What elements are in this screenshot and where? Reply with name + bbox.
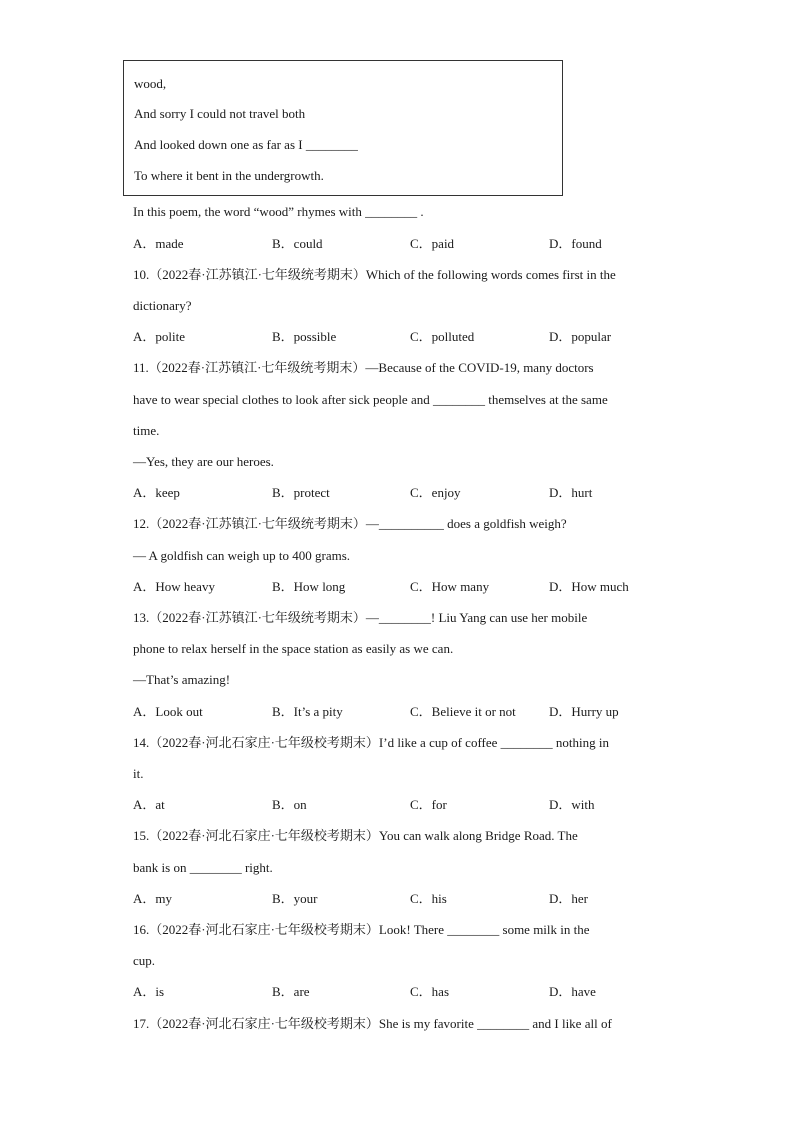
question-text: —Yes, they are our heroes. [133, 454, 274, 469]
option-d: D．How much [549, 579, 629, 594]
option-a: A．Look out [133, 704, 203, 719]
option-a: A．keep [133, 485, 180, 500]
question-text: 15.（2022春·河北石家庄·七年级校考期末）You can walk along Bridge Road. The [133, 828, 578, 843]
question-text: time. [133, 423, 160, 438]
question-text: 13.（2022春·江苏镇江·七年级统考期末）—________! Liu Yang can use her mobile [133, 610, 588, 625]
option-b: B．possible [272, 329, 337, 344]
question-text: In this poem, the word “wood” rhymes with ________ . [133, 204, 424, 219]
question-text: — A goldfish can weigh up to 400 grams. [133, 548, 351, 563]
question-text: cup. [133, 953, 156, 968]
option-a: A．at [133, 797, 165, 812]
option-a: A．is [133, 984, 165, 999]
option-a: A．How heavy [133, 579, 215, 594]
option-d: D．popular [549, 329, 612, 344]
poem-line: And sorry I could not travel both [134, 106, 306, 121]
option-d: D．hurt [549, 485, 593, 500]
question-text: 14.（2022春·河北石家庄·七年级校考期末）I’d like a cup of coffee ________ nothing in [133, 735, 609, 750]
option-c: C．has [410, 984, 450, 999]
option-d: D．with [549, 797, 595, 812]
question-text: bank is on ________ right. [133, 860, 273, 875]
option-b: B．It’s a pity [272, 704, 343, 719]
option-b: B．on [272, 797, 307, 812]
option-a: A．polite [133, 329, 185, 344]
option-b: B．could [272, 236, 323, 251]
option-d: D．have [549, 984, 596, 999]
option-c: C．polluted [410, 329, 475, 344]
option-c: C．his [410, 891, 447, 906]
question-text: 10.（2022春·江苏镇江·七年级统考期末）Which of the following words comes first in the [133, 267, 616, 282]
poem-box [123, 60, 563, 196]
option-b: B．How long [272, 579, 346, 594]
option-d: D．Hurry up [549, 704, 619, 719]
question-text: 16.（2022春·河北石家庄·七年级校考期末）Look! There ________ some milk in the [133, 922, 590, 937]
option-a: A．my [133, 891, 173, 906]
question-text: phone to relax herself in the space station as easily as we can. [133, 641, 454, 656]
option-c: C．paid [410, 236, 455, 251]
question-text: have to wear special clothes to look after sick people and ________ themselves at the same [133, 392, 608, 407]
poem-line: wood, [134, 76, 167, 91]
option-c: C．How many [410, 579, 490, 594]
question-text: —That’s amazing! [133, 672, 231, 687]
question-text: 12.（2022春·江苏镇江·七年级统考期末）—__________ does a goldfish weigh? [133, 516, 567, 531]
question-text: 11.（2022春·江苏镇江·七年级统考期末）—Because of the COVID-19, many doctors [133, 360, 594, 375]
option-c: C．Believe it or not [410, 704, 516, 719]
option-a: A．made [133, 236, 184, 251]
option-d: D．found [549, 236, 602, 251]
option-c: C．enjoy [410, 485, 461, 500]
option-c: C．for [410, 797, 447, 812]
poem-line: To where it bent in the undergrowth. [134, 168, 324, 183]
question-text: 17.（2022春·河北石家庄·七年级校考期末）She is my favorite ________ and I like all of [133, 1016, 612, 1031]
question-text: it. [133, 766, 144, 781]
option-b: B．are [272, 984, 310, 999]
option-d: D．her [549, 891, 588, 906]
option-b: B．your [272, 891, 318, 906]
question-text: dictionary? [133, 298, 192, 313]
option-b: B．protect [272, 485, 330, 500]
poem-line: And looked down one as far as I ________ [134, 137, 358, 152]
